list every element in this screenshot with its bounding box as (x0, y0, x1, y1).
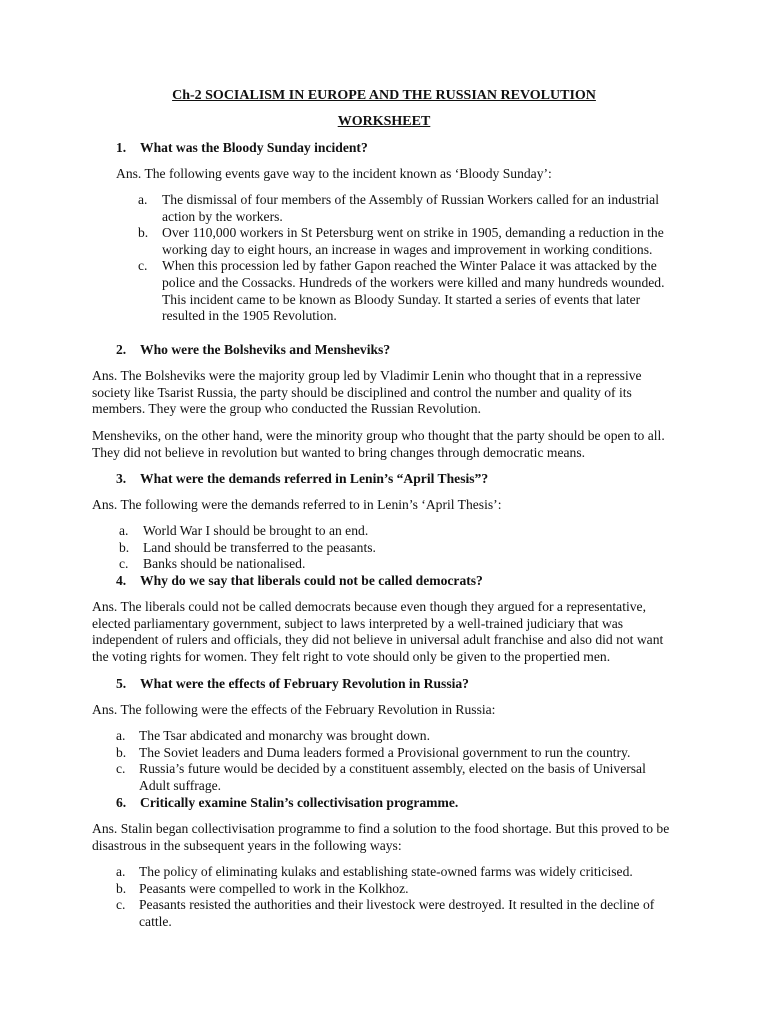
list-item-text: Peasants resisted the authorities and their livestock were destroyed. It resulted in the decline of cattle. (139, 897, 655, 929)
list-marker: c. (138, 258, 148, 274)
list-marker: b. (116, 744, 127, 760)
question-5 (116, 676, 469, 693)
question-number: 3. (116, 471, 127, 486)
chapter-title: Ch-2 SOCIALISM IN EUROPE AND THE RUSSIAN REVOLUTION (172, 88, 596, 103)
question-number: 1. (116, 140, 127, 155)
list-item-text: World War I should be brought to an end. (143, 523, 369, 538)
list-item-text: Peasants were compelled to work in the Kolkhoz. (139, 880, 409, 896)
list-item-text: Banks should be nationalised. (143, 556, 306, 572)
answer-5-intro: Ans. The following were the effects of the February Revolution in Russia: (92, 702, 496, 717)
list-item (116, 864, 674, 881)
question-number: 6. (116, 795, 127, 810)
list-item-text: The dismissal of four members of the Assembly of Russian Workers called for an industrial action by the workers. (162, 192, 659, 224)
answer-5-list (116, 728, 674, 794)
list-marker: b. (119, 539, 130, 555)
list-marker: a. (138, 192, 148, 207)
list-item (116, 728, 674, 745)
list-item (138, 258, 672, 324)
list-item-text: Land should be transferred to the peasants. (143, 539, 376, 555)
list-marker: a. (116, 864, 126, 879)
worksheet-heading: WORKSHEET (337, 114, 431, 129)
question-6 (116, 795, 458, 812)
list-item (116, 744, 674, 762)
list-item-text: When this procession led by father Gapon reached the Winter Palace it was attacked by the police and the Cossacks. Hundreds of the workers were killed and many hundreds wounded. This incident came to be known as Bloody Sunday. It started a series of events that later resulted in the 1905 Revolution. (162, 258, 665, 324)
question-text: What was the Bloody Sunday incident? (140, 140, 368, 155)
answer-2-mensheviks: Mensheviks, on the other hand, were the minority group who thought that the party should be open to all. They did not believe in revolution but wanted to bring changes through democratic means. (92, 428, 665, 460)
question-number: 5. (116, 676, 127, 691)
list-item-text: The policy of eliminating kulaks and establishing state-owned farms was widely criticised. (139, 864, 633, 879)
answer-1-intro: Ans. The following events gave way to the incident known as ‘Bloody Sunday’: (116, 166, 552, 181)
list-marker: c. (116, 897, 126, 913)
list-marker: c. (116, 761, 126, 777)
question-text: What were the demands referred in Lenin’s “April Thesis”? (140, 471, 489, 486)
answer-3-list (119, 523, 663, 573)
list-item (119, 539, 663, 557)
question-number: 4. (116, 573, 127, 588)
question-text: What were the effects of February Revolution in Russia? (140, 676, 469, 691)
list-item-text: The Tsar abdicated and monarchy was brought down. (139, 728, 430, 743)
question-2 (116, 342, 390, 359)
list-item-text: Russia’s future would be decided by a constituent assembly, elected on the basis of Universal Adult suffrage. (139, 761, 646, 793)
answer-2-bolsheviks: Ans. The Bolsheviks were the majority group led by Vladimir Lenin who thought that in a repressive society like Tsarist Russia, the party should be disciplined and control the number and quality of its members. They were the group who conducted the Russian Revolution. (92, 368, 642, 417)
list-item (138, 192, 672, 225)
question-text: Why do we say that liberals could not be called democrats? (140, 573, 483, 588)
list-item (116, 761, 674, 794)
list-marker: a. (119, 523, 129, 538)
list-item (116, 897, 674, 930)
question-text: Who were the Bolsheviks and Mensheviks? (140, 342, 391, 357)
list-item (119, 523, 663, 540)
answer-6-list (116, 864, 674, 930)
answer-1-list (138, 192, 672, 325)
question-4 (116, 573, 483, 590)
question-1 (116, 140, 368, 157)
list-item (138, 225, 672, 258)
list-marker: b. (138, 225, 149, 241)
answer-3-intro: Ans. The following were the demands referred to in Lenin’s ‘April Thesis’: (92, 497, 502, 512)
answer-4: Ans. The liberals could not be called democrats because even though they argued for a representative, elected parliamentary government, subject to laws interpreted by a well-trained judiciary that was independent of rulers and officials, they did not believe in universal adult franchise and also did not want the voting rights for women. They felt right to vote should only be given to the propertied men. (92, 599, 664, 664)
list-item (116, 880, 674, 898)
answer-6-intro: Ans. Stalin began collectivisation programme to find a solution to the food shortage. But this proved to be disastrous in the subsequent years in the following ways: (92, 821, 670, 853)
list-marker: b. (116, 880, 127, 896)
question-3 (116, 471, 488, 488)
list-item-text: The Soviet leaders and Duma leaders formed a Provisional government to run the country. (139, 744, 631, 760)
list-marker: a. (116, 728, 126, 743)
list-item (119, 556, 663, 573)
question-number: 2. (116, 342, 127, 357)
list-item-text: Over 110,000 workers in St Petersburg went on strike in 1905, demanding a reduction in the working day to eight hours, an increase in wages and improvement in working conditions. (162, 225, 664, 257)
question-text: Critically examine Stalin’s collectivisation programme. (140, 795, 459, 810)
list-marker: c. (119, 556, 129, 572)
